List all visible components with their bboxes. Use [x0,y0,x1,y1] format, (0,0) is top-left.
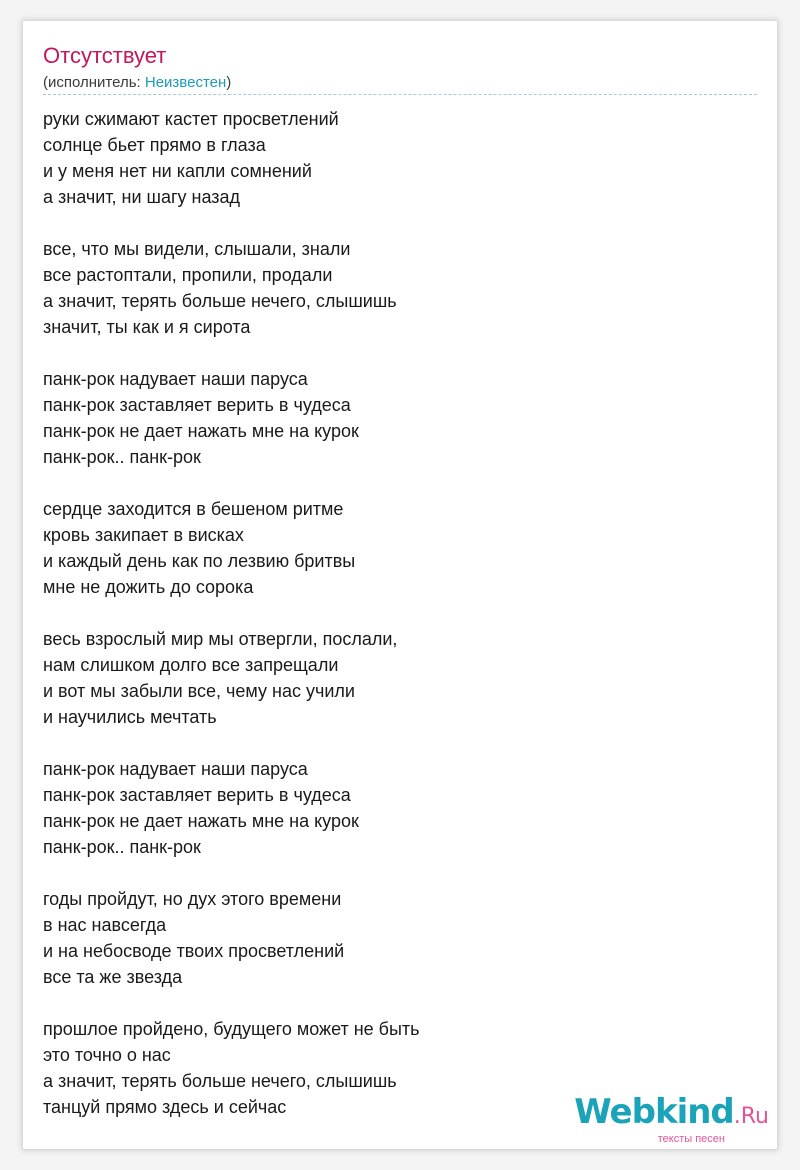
lyric-line: годы пройдут, но дух этого времени [43,889,342,909]
lyric-line: это точно о нас [43,1045,171,1065]
site-logo[interactable] [574,1092,769,1145]
lyric-line: прошлое пройдено, будущего может не быть [43,1019,420,1039]
lyric-line: и вот мы забыли все, чему нас учили [43,681,355,701]
lyric-line: а значит, терять больше нечего, слышишь [43,1071,397,1091]
stanza [43,886,743,990]
lyric-line: сердце заходится в бешеном ритме [43,499,344,519]
lyric-line: панк-рок не дает нажать мне на курок [43,421,359,441]
header-divider [43,94,757,95]
lyric-line: все та же звезда [43,967,183,987]
stanza [43,106,743,210]
lyric-line: мне не дожить до сорока [43,577,254,597]
logo-wordmark [574,1092,769,1134]
stanza [43,236,743,340]
lyric-line: панк-рок.. панк-рок [43,837,201,857]
lyric-line: а значит, ни шагу назад [43,187,241,207]
artist-suffix: ) [226,74,232,91]
logo-name: Webkind [574,1092,734,1132]
lyric-line: а значит, терять больше нечего, слышишь [43,291,397,311]
lyric-line: панк-рок надувает наши паруса [43,369,308,389]
lyrics-card [22,20,778,1150]
artist-line [43,74,231,91]
lyric-line: и у меня нет ни капли сомнений [43,161,312,181]
artist-link[interactable]: Неизвестен [144,74,227,91]
stanza [43,366,743,470]
lyric-line: и научились мечтать [43,707,217,727]
lyric-line: значит, ты как и я сирота [43,317,251,337]
artist-prefix: (исполнитель: [43,74,145,91]
lyric-line: руки сжимают кастет просветлений [43,109,339,129]
lyric-line: все, что мы видели, слышали, знали [43,239,351,259]
lyric-line: панк-рок надувает наши паруса [43,759,308,779]
lyric-line: панк-рок заставляет верить в чудеса [43,395,351,415]
logo-tld: .Ru [733,1104,769,1129]
lyric-line: панк-рок не дает нажать мне на курок [43,811,359,831]
lyric-line: танцуй прямо здесь и сейчас [43,1097,287,1117]
logo-tagline: тексты песен [657,1133,725,1145]
lyric-line: весь взрослый мир мы отвергли, послали, [43,629,398,649]
lyrics-body [43,106,743,1146]
lyric-line: и каждый день как по лезвию бритвы [43,551,356,571]
stanza [43,756,743,860]
lyric-line: солнце бьет прямо в глаза [43,135,266,155]
stanza [43,626,743,730]
song-title: Отсутствует [43,43,167,68]
lyric-line: кровь закипает в висках [43,525,244,545]
lyric-line: в нас навсегда [43,915,167,935]
lyric-line: панк-рок.. панк-рок [43,447,201,467]
lyric-line: и на небосводе твоих просветлений [43,941,345,961]
lyric-line: все растоптали, пропили, продали [43,265,333,285]
lyric-line: панк-рок заставляет верить в чудеса [43,785,351,805]
stanza [43,496,743,600]
lyric-line: нам слишком долго все запрещали [43,655,339,675]
